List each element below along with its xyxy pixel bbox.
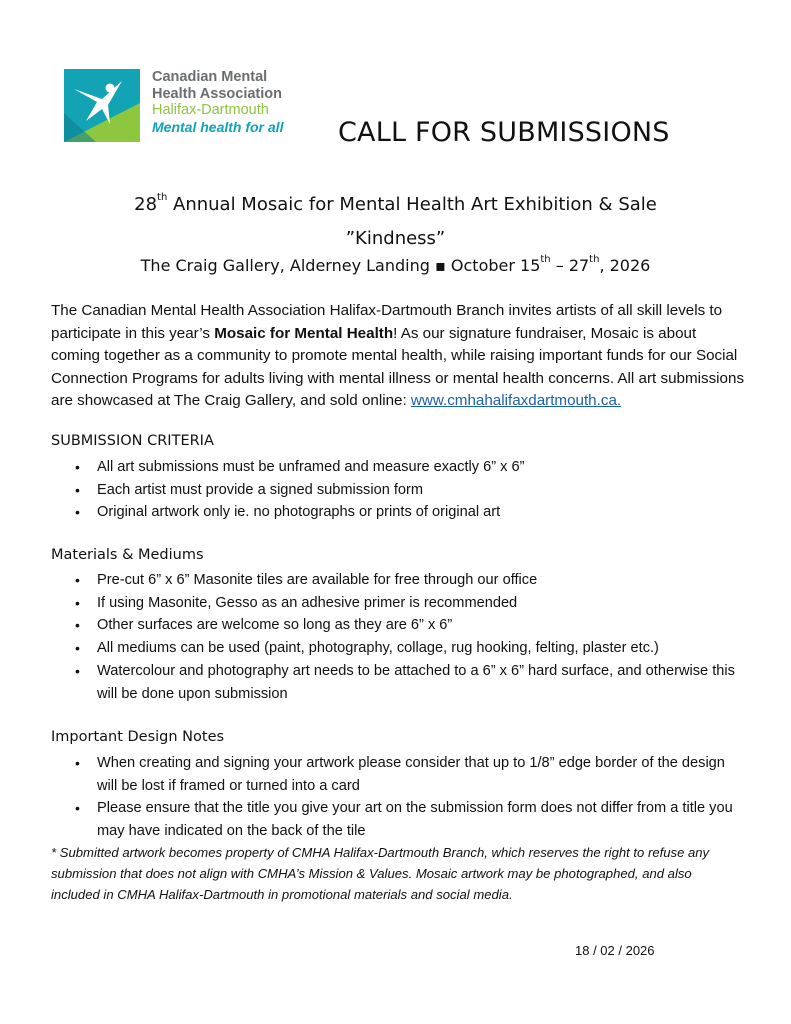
submission-criteria-heading: SUBMISSION CRITERIA (51, 433, 214, 449)
list-item: • Other surfaces are welcome so long as they are 6” x 6” (51, 614, 741, 637)
event-venue-text: The Craig Gallery, Alderney Landing ▪ October 15 (140, 256, 541, 275)
intro-bold: Mosaic for Mental Health (214, 324, 394, 342)
intro-text-1: The Canadian Mental Health Association Halifax-Dartmouth Branch invites artists of all skill levels to participate in this year’s (51, 302, 723, 342)
design-notes-heading: Important Design Notes (51, 729, 225, 745)
list-item: • Original artwork only ie. no photographs or prints of original art (51, 501, 741, 524)
list-item: • Please ensure that the title you give your art on the submission form does not differ from a title you may have indicated on the back of the tile (51, 797, 741, 842)
event-venue-suffix-start: th (540, 254, 551, 265)
design-notes-list (51, 752, 741, 843)
logo-org-line1: Canadian Mental (152, 69, 268, 85)
website-link[interactable]: www.cmhahalifaxdartmouth.ca. (410, 392, 622, 409)
event-title-text: Annual Mosaic for Mental Health Art Exhibition & Sale (167, 194, 657, 215)
list-item: • Each artist must provide a signed submission form (51, 479, 741, 502)
logo-org-line2: Health Association (152, 85, 282, 102)
list-item: • Pre-cut 6” x 6” Masonite tiles are available for free through our office (51, 569, 741, 592)
logo-tagline: Mental health for all (152, 118, 284, 135)
intro-paragraph (51, 300, 746, 413)
list-item: • When creating and signing your artwork please consider that up to 1/8” edge border of the design will be lost if framed or turned into a card (51, 752, 741, 797)
event-venue (0, 256, 791, 275)
list-item: • If using Masonite, Gesso as an adhesive primer is recommended (51, 592, 741, 615)
intro-text-2: ! As our signature fundraiser, Mosaic is about coming together as a community to promote mental health, while raising important funds for our Social Connection Programs for adults living with mental illness or mental health concerns. All art submissions are showcased at The Craig Gallery, and sold online: (51, 324, 745, 409)
event-title-ordinal: 28 (134, 194, 158, 215)
event-title (0, 194, 791, 215)
event-title-ordinal-suffix: th (157, 192, 168, 203)
document-date: 18 / 02 / 2026 (575, 943, 655, 958)
event-venue-year: , 2026 (599, 256, 651, 275)
materials-heading: Materials & Mediums (51, 547, 204, 563)
logo-branch: Halifax-Dartmouth (152, 102, 269, 118)
cmha-logo-icon (64, 69, 140, 142)
submission-criteria-list (51, 456, 741, 524)
event-theme: ”Kindness” (345, 228, 446, 249)
event-venue-suffix-end: th (589, 254, 600, 265)
materials-list (51, 569, 741, 705)
cmha-logo (64, 69, 304, 143)
disclaimer: * Submitted artwork becomes property of CMHA Halifax-Dartmouth Branch, which reserves the right to refuse any submission that does not align with CMHA’s Mission & Values. Mosaic artwork may be photographed, and also included in CMHA Halifax-Dartmouth in promotional materials and social media. (51, 845, 710, 902)
list-item: • Watercolour and photography art needs to be attached to a 6” x 6” hard surface, and otherwise this will be done upon submission (51, 660, 741, 705)
list-item: • All mediums can be used (paint, photography, collage, rug hooking, felting, plaster etc.) (51, 637, 741, 660)
list-item: • All art submissions must be unframed and measure exactly 6” x 6” (51, 456, 741, 479)
event-venue-range: – 27 (550, 256, 590, 275)
page-headline: CALL FOR SUBMISSIONS (338, 117, 670, 148)
